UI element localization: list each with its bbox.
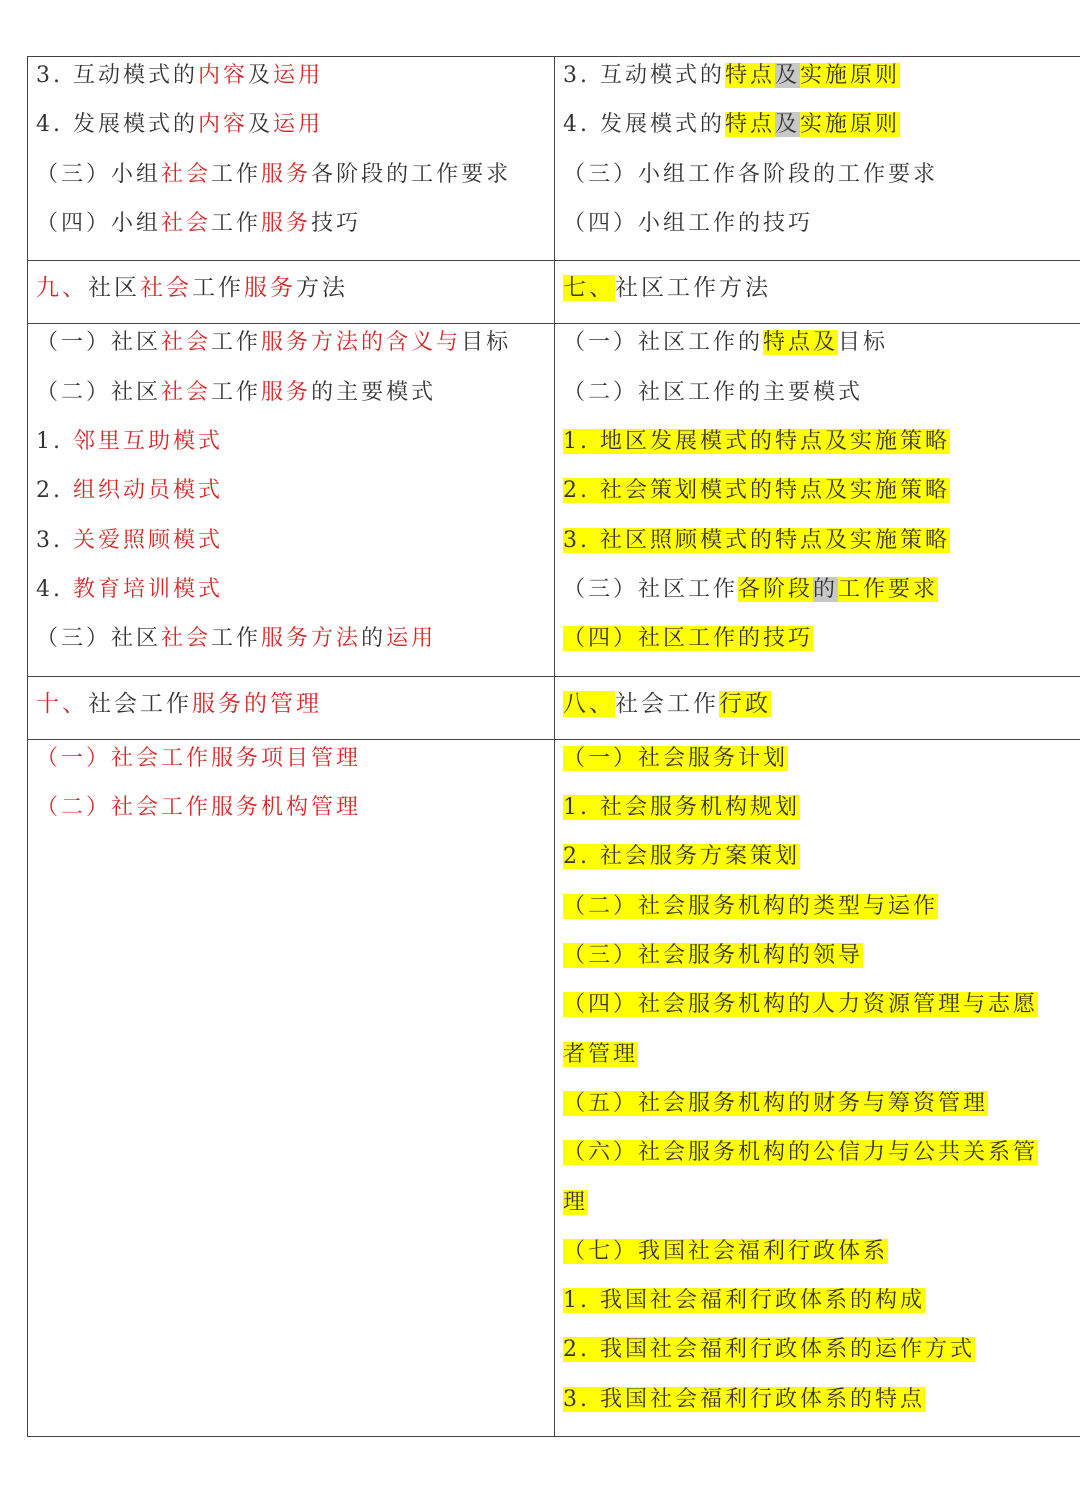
text-segment: 4. 发展模式的 — [563, 112, 725, 138]
syllabus-item — [36, 205, 546, 254]
text-segment: 的主要模式 — [311, 379, 437, 405]
syllabus-item — [36, 106, 546, 155]
syllabus-item — [563, 1282, 1072, 1331]
syllabus-item — [563, 571, 1072, 620]
text-segment: 2. 社会服务方案策划 — [563, 844, 800, 870]
text-segment: 3. 社区照顾模式的特点及实施策略 — [563, 527, 950, 553]
text-segment: 各阶段的工作要求 — [311, 161, 512, 187]
text-segment: 及 — [248, 63, 274, 88]
text-segment: 3. 互动模式的 — [36, 63, 198, 88]
text-segment: 工作 — [211, 161, 262, 187]
section-content-row — [28, 324, 1080, 676]
text-segment: 1. 我国社会福利行政体系的构成 — [563, 1288, 925, 1314]
text-segment: （四）小组 — [36, 210, 162, 236]
syllabus-item — [563, 156, 1072, 205]
text-segment: 的 — [813, 576, 839, 602]
syllabus-item — [36, 571, 546, 620]
text-segment: 行政 — [719, 690, 771, 717]
text-segment: 工作要求 — [838, 576, 939, 602]
text-segment: 方法 — [296, 275, 348, 302]
section-content-row — [28, 57, 1080, 261]
old-syllabus-cell — [28, 676, 555, 739]
text-segment: 目标 — [461, 330, 512, 356]
text-segment: 服务的管理 — [192, 690, 322, 717]
syllabus-item — [36, 423, 546, 472]
new-syllabus-cell — [555, 261, 1080, 324]
text-segment: 工作 — [211, 330, 262, 356]
text-segment: 社区 — [88, 275, 140, 302]
syllabus-item — [563, 1233, 1072, 1282]
text-segment: 特点 — [724, 112, 775, 138]
text-segment: （二）社区工作的主要模式 — [563, 379, 864, 405]
text-segment: （三）社区工作 — [563, 576, 739, 602]
text-segment: 服务 — [261, 161, 312, 187]
text-segment: 4. 发展模式的 — [36, 112, 198, 138]
text-segment: 及 — [775, 63, 801, 88]
text-segment: 特点 — [724, 63, 775, 88]
old-syllabus-cell — [28, 57, 555, 261]
text-segment: 的 — [361, 626, 387, 652]
syllabus-item — [36, 620, 546, 669]
text-segment: 社会工作 — [615, 690, 719, 717]
text-segment: 1. 社会服务机构规划 — [563, 795, 800, 821]
text-segment: （三）小组工作各阶段的工作要求 — [563, 161, 939, 187]
text-segment: 1. — [36, 429, 73, 455]
text-segment: 社会工作 — [88, 690, 192, 717]
text-segment: 社会 — [140, 275, 192, 302]
text-segment: （一）社会服务计划 — [563, 745, 789, 771]
syllabus-item — [36, 156, 546, 205]
syllabus-item — [563, 374, 1072, 423]
comparison-table — [27, 56, 1080, 1437]
text-segment: （六）社会服务机构的公信力与公共关系管 — [563, 1140, 1039, 1166]
text-segment: 内容 — [197, 63, 248, 88]
text-segment: 4. — [36, 576, 73, 602]
text-segment: （四）小组工作的技巧 — [563, 210, 814, 236]
text-segment: 服务 — [261, 379, 312, 405]
text-segment: 者管理 — [563, 1041, 639, 1067]
syllabus-item — [563, 1184, 1072, 1233]
text-segment: 1. 地区发展模式的特点及实施策略 — [563, 429, 950, 455]
syllabus-item — [563, 106, 1072, 155]
new-syllabus-cell — [555, 324, 1080, 676]
section-heading-row — [28, 261, 1080, 324]
section-title — [36, 686, 546, 735]
syllabus-item — [563, 522, 1072, 571]
syllabus-item — [563, 1036, 1072, 1085]
text-segment: 运用 — [273, 63, 324, 88]
text-segment: 及 — [775, 112, 801, 138]
text-segment: 工作 — [211, 379, 262, 405]
text-segment: 运用 — [386, 626, 437, 652]
syllabus-item — [563, 838, 1072, 887]
text-segment: 2. — [36, 478, 73, 504]
text-segment: 社区工作方法 — [615, 275, 771, 302]
text-segment: 关爱照顾模式 — [72, 527, 223, 553]
text-segment: （一）社区工作的 — [563, 330, 764, 356]
text-segment: 邻里互助模式 — [72, 429, 223, 455]
section-title — [36, 270, 546, 319]
section-title — [563, 686, 1072, 735]
text-segment: 服务 — [244, 275, 296, 302]
text-segment: 社会 — [161, 379, 212, 405]
syllabus-item — [563, 1085, 1072, 1134]
text-segment: 服务方法 — [261, 626, 362, 652]
section-title — [563, 270, 1072, 319]
text-segment: （三）社区 — [36, 626, 162, 652]
text-segment: 工作 — [192, 275, 244, 302]
text-segment: 技巧 — [311, 210, 362, 236]
text-segment: 社会 — [161, 161, 212, 187]
syllabus-item — [36, 740, 546, 789]
text-segment: 社会 — [161, 210, 212, 236]
text-segment: 2. 我国社会福利行政体系的运作方式 — [563, 1337, 975, 1363]
new-syllabus-cell — [555, 739, 1080, 1436]
syllabus-item — [563, 1331, 1072, 1380]
syllabus-item — [36, 57, 546, 106]
text-segment: 社会 — [161, 330, 212, 356]
text-segment: （三）小组 — [36, 161, 162, 187]
old-syllabus-cell — [28, 261, 555, 324]
text-segment: 教育培训模式 — [72, 576, 223, 602]
syllabus-item — [563, 620, 1072, 669]
text-segment: 目标 — [838, 330, 889, 356]
text-segment: 3. 我国社会福利行政体系的特点 — [563, 1386, 925, 1412]
text-segment: （七）我国社会福利行政体系 — [563, 1238, 889, 1264]
syllabus-item — [563, 740, 1072, 789]
text-segment: 工作 — [211, 626, 262, 652]
text-segment: （一）社会工作服务项目管理 — [36, 745, 362, 771]
text-segment: （五）社会服务机构的财务与筹资管理 — [563, 1090, 989, 1116]
syllabus-item — [563, 57, 1072, 106]
text-segment: 实施原则 — [800, 112, 901, 138]
text-segment: 八、 — [563, 690, 615, 717]
text-segment: 组织动员模式 — [72, 478, 223, 504]
text-segment: 实施原则 — [800, 63, 901, 88]
text-segment: 社会 — [161, 626, 212, 652]
text-segment: （三）社会服务机构的领导 — [563, 943, 864, 969]
text-segment: 工作 — [211, 210, 262, 236]
text-segment: 3. — [36, 527, 73, 553]
section-content-row — [28, 739, 1080, 1436]
syllabus-item — [36, 789, 546, 838]
text-segment: （二）社区 — [36, 379, 162, 405]
text-segment: 3. 互动模式的 — [563, 63, 725, 88]
syllabus-item — [563, 472, 1072, 521]
text-segment: 内容 — [197, 112, 248, 138]
text-segment: 各阶段 — [738, 576, 814, 602]
syllabus-item — [36, 522, 546, 571]
text-segment: 及 — [248, 112, 274, 138]
text-segment: 服务 — [261, 210, 312, 236]
text-segment: 十、 — [36, 690, 88, 717]
syllabus-item — [563, 789, 1072, 838]
text-segment: 2. 社会策划模式的特点及实施策略 — [563, 478, 950, 504]
text-segment: （二）社会工作服务机构管理 — [36, 795, 362, 821]
syllabus-item — [36, 374, 546, 423]
syllabus-item — [563, 1381, 1072, 1430]
text-segment: （四）社区工作的技巧 — [563, 626, 814, 652]
text-segment: （一）社区 — [36, 330, 162, 356]
text-segment: （四）社会服务机构的人力资源管理与志愿 — [563, 992, 1039, 1018]
old-syllabus-cell — [28, 324, 555, 676]
text-segment: 九、 — [36, 275, 88, 302]
syllabus-item — [36, 324, 546, 373]
text-segment: 理 — [563, 1189, 589, 1215]
new-syllabus-cell — [555, 57, 1080, 261]
text-segment: 特点及 — [763, 330, 839, 356]
new-syllabus-cell — [555, 676, 1080, 739]
syllabus-item — [563, 324, 1072, 373]
text-segment: （二）社会服务机构的类型与运作 — [563, 893, 939, 919]
section-heading-row — [28, 676, 1080, 739]
text-segment: 服务方法的含义与 — [261, 330, 462, 356]
text-segment: 运用 — [273, 112, 324, 138]
syllabus-item — [563, 888, 1072, 937]
comparison-table-body — [28, 57, 1080, 1437]
syllabus-item — [563, 986, 1072, 1035]
syllabus-item — [563, 937, 1072, 986]
syllabus-item — [563, 423, 1072, 472]
syllabus-item — [563, 205, 1072, 254]
syllabus-item — [563, 1134, 1072, 1183]
text-segment: 七、 — [563, 275, 615, 302]
old-syllabus-cell — [28, 739, 555, 1436]
syllabus-item — [36, 472, 546, 521]
